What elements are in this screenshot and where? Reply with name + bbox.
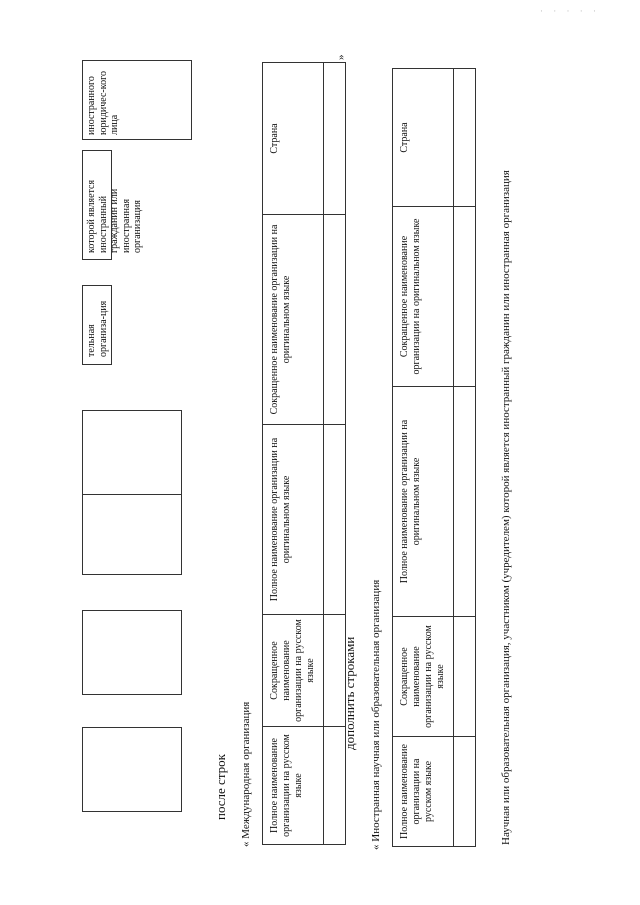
table-row [454,69,476,847]
top-box-1 [82,727,182,812]
section-add-heading: дополнить строками [342,636,357,750]
top-box-3 [82,490,182,575]
table-header: Полное наименование организации на оригинальном языке [263,425,324,615]
table-header: Полное наименование организации на русском языке [393,737,454,847]
top-label-2: которой является иностранный гражданин или иностранная организация [86,179,143,253]
quote-close: » [335,54,347,60]
top-label-3: иностранного юридичес-кого лица [86,71,120,135]
scan-artifact: · · · · · [540,6,600,16]
table-header: Полное наименование организации на русском языке [263,727,324,845]
international-org-table [262,62,346,845]
title-text: Иностранная научная или образовательная организация [370,579,382,842]
table-header: Сокращенное наименование организации на русском языке [263,615,324,727]
table-cell [454,207,476,387]
table-header: Сокращенное наименование организации на русском языке [393,617,454,737]
section-after-heading: после строк [213,754,228,820]
table-header: Страна [263,63,324,215]
table-cell [324,425,346,615]
table-header: Сокращенное наименование организации на оригинальном языке [263,215,324,425]
table-cell [324,215,346,425]
table-header: Полное наименование организации на оригинальном языке [393,387,454,617]
section-add-title [370,580,382,850]
quote-open: « [240,841,252,847]
foreign-org-table [392,68,476,847]
table-cell [454,387,476,617]
top-box-2 [82,610,182,695]
table-cell [454,617,476,737]
title-text: Международная организация [240,701,252,839]
top-label-1: тельная организа-ция [86,300,109,357]
top-box-4 [82,410,182,495]
quote-open: « [370,844,382,850]
table-cell [324,63,346,215]
section-after-title [240,702,252,847]
table-header: Страна [393,69,454,207]
table-header: Сокращенное наименование организации на оригинальном языке [393,207,454,387]
bottom-text: Научная или образовательная организация, участником (учредителем) которой является иностранный гражданин или иностранная организация [500,170,512,845]
table-cell [454,737,476,847]
table-cell [454,69,476,207]
